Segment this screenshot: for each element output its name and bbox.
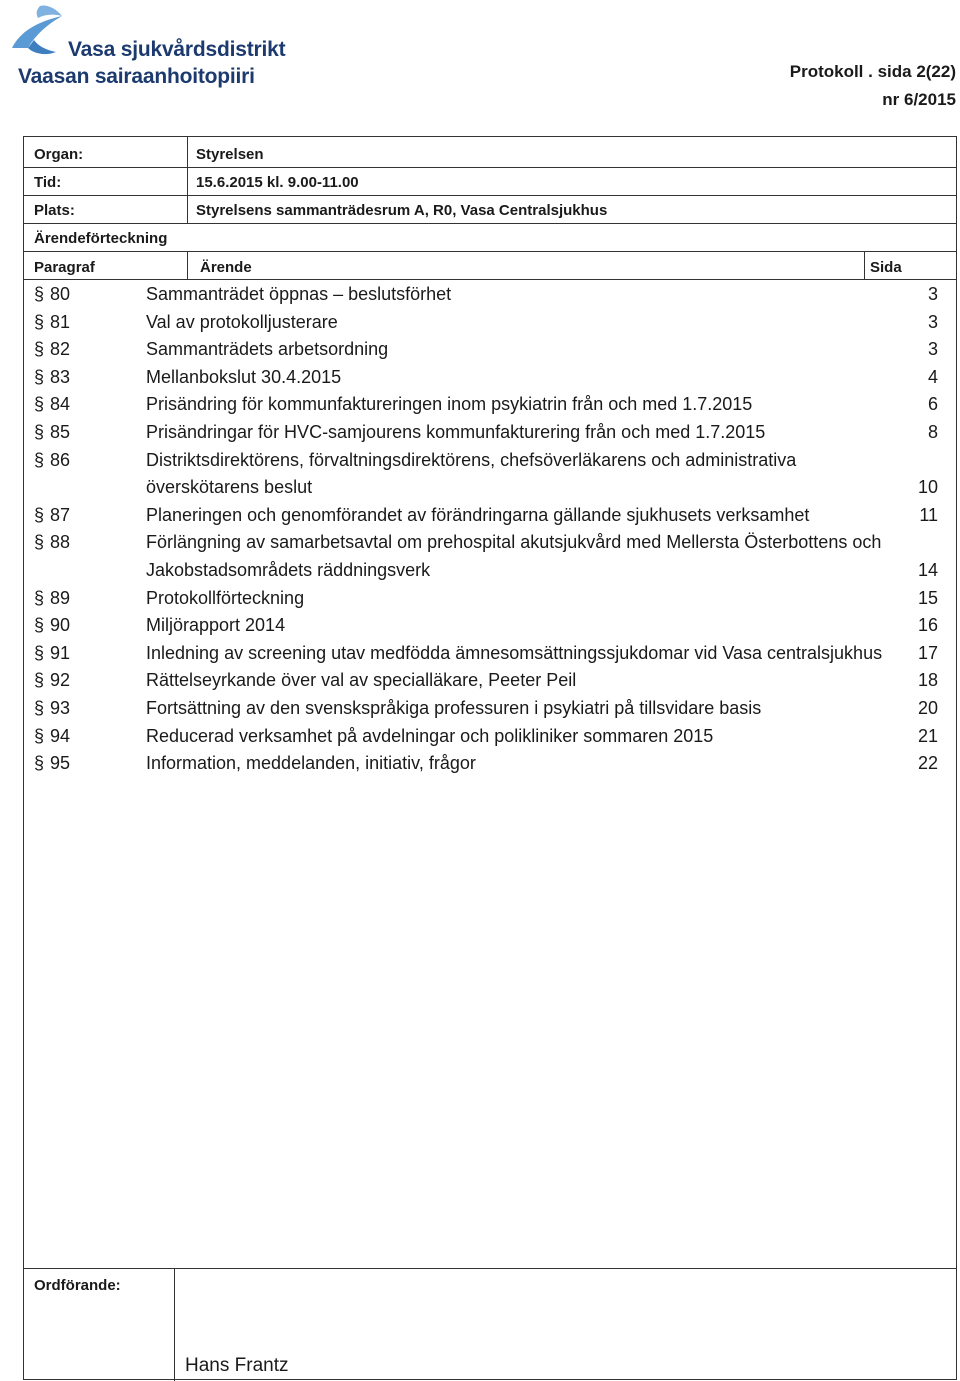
section-sign-icon: § <box>34 339 45 360</box>
bird-logo-icon <box>6 2 76 62</box>
section-sign-icon: § <box>34 311 45 332</box>
signature-divider <box>174 1269 175 1381</box>
agenda-item <box>24 336 956 364</box>
agenda-item-title: Planeringen och genomförandet av förändringarna gällande sjukhusets verksamhet <box>146 504 810 525</box>
agenda-item <box>24 667 956 695</box>
agenda-item-page: 15 <box>917 587 938 608</box>
paragraph-number: § 83 <box>34 364 70 392</box>
agenda-item-page: 18 <box>917 670 938 691</box>
paragraph-number: § 86 <box>34 447 70 475</box>
section-sign-icon: § <box>34 642 45 663</box>
agenda-item-title: Prisändringar för HVC-samjourens kommunfakturering från och med 1.7.2015 <box>146 421 766 442</box>
agenda-item-title: Sammanträdets arbetsordning <box>146 339 389 360</box>
agenda-item <box>24 612 956 640</box>
agenda-item-title: Distriktsdirektörens, förvaltningsdirektörens, chefsöverläkarens och administrativa överskötarens beslut <box>146 449 797 498</box>
paragraph-number: § 81 <box>34 309 70 337</box>
agenda-item <box>24 447 956 502</box>
paragraph-number: § 84 <box>34 391 70 419</box>
agenda-item <box>24 640 956 668</box>
agenda-list <box>24 281 956 778</box>
section-sign-icon: § <box>34 284 45 304</box>
minutes-frame <box>23 136 957 1380</box>
section-sign-icon: § <box>34 504 45 525</box>
meta-label: Organ: <box>34 146 84 163</box>
section-sign-icon: § <box>34 421 45 442</box>
agenda-item-title: Protokollförteckning <box>146 587 305 608</box>
paragraph-number: § 90 <box>34 612 70 640</box>
organization-name-sv: Vasa sjukvårdsdistrikt <box>68 38 286 61</box>
column-divider <box>187 251 188 279</box>
agenda-item-title: Reducerad verksamhet på avdelningar och polikliniker sommaren 2015 <box>146 725 714 746</box>
column-header-paragraf: Paragraf <box>34 259 95 276</box>
section-sign-icon: § <box>34 532 45 553</box>
section-sign-icon: § <box>34 394 45 415</box>
agenda-item-title: Inledning av screening utav medfödda ämnesomsättningssjukdomar vid Vasa centralsjukhus <box>146 642 883 663</box>
paragraph-number: § 92 <box>34 667 70 695</box>
paragraph-number: § 89 <box>34 585 70 613</box>
document-title: Protokoll . sida 2(22) <box>789 62 956 81</box>
agenda-item-page: 11 <box>919 504 938 525</box>
agenda-item-page: 6 <box>927 394 938 415</box>
section-sign-icon: § <box>34 753 45 774</box>
agenda-item <box>24 695 956 723</box>
section-sign-icon: § <box>34 449 45 470</box>
row-divider <box>24 251 956 252</box>
agenda-heading: Ärendeförteckning <box>34 230 168 247</box>
agenda-item-page: 3 <box>927 339 938 360</box>
agenda-item-page: 3 <box>927 311 938 332</box>
paragraph-number: § 87 <box>34 502 70 530</box>
agenda-item <box>24 391 956 419</box>
agenda-item <box>24 529 956 584</box>
agenda-item-page: 8 <box>927 421 938 442</box>
column-header-sida: Sida <box>870 259 902 276</box>
paragraph-number: § 88 <box>34 529 70 557</box>
agenda-item-page: 4 <box>927 366 938 387</box>
column-header-arende: Ärende <box>200 259 252 276</box>
agenda-item-title: Miljörapport 2014 <box>146 615 286 636</box>
organization-name-fi: Vaasan sairaanhoitopiiri <box>18 65 255 88</box>
agenda-item <box>24 750 956 778</box>
meta-row-organ <box>24 139 956 167</box>
agenda-item <box>24 364 956 392</box>
section-sign-icon: § <box>34 587 45 608</box>
section-sign-icon: § <box>34 615 45 636</box>
paragraph-number: § 80 <box>34 281 70 309</box>
paragraph-number: § 93 <box>34 695 70 723</box>
meta-value: Styrelsens sammanträdesrum A, R0, Vasa Centralsjukhus <box>196 202 608 219</box>
agenda-item-title: Sammanträdet öppnas – beslutsförhet <box>146 284 452 304</box>
paragraph-number: § 85 <box>34 419 70 447</box>
meta-label: Tid: <box>34 174 62 191</box>
agenda-item-page: 16 <box>917 615 938 636</box>
agenda-item-title: Fortsättning av den svenskspråkiga professuren i psykiatri på tillsvidare basis <box>146 697 762 718</box>
agenda-item-page: 10 <box>917 477 938 498</box>
signature-label: Ordförande: <box>34 1277 121 1294</box>
section-sign-icon: § <box>34 670 45 691</box>
section-sign-icon: § <box>34 697 45 718</box>
agenda-item <box>24 502 956 530</box>
agenda-item-page: 21 <box>917 725 938 746</box>
column-divider <box>864 251 865 279</box>
signature-name: Hans Frantz <box>185 1355 289 1376</box>
agenda-item-page: 17 <box>917 642 938 663</box>
agenda-item-title: Förlängning av samarbetsavtal om prehospital akutsjukvård med Mellersta Österbottens och Jakobstadsområdets räddningsverk <box>146 532 882 580</box>
agenda-item-page: 3 <box>927 284 938 304</box>
agenda-item <box>24 309 956 337</box>
agenda-item-page: 20 <box>917 697 938 718</box>
row-divider <box>24 279 956 280</box>
agenda-item <box>24 585 956 613</box>
agenda-item-title: Information, meddelanden, initiativ, frågor <box>146 753 476 774</box>
agenda-item <box>24 723 956 751</box>
agenda-item-title: Prisändring för kommunfaktureringen inom psykiatrin från och med 1.7.2015 <box>146 394 753 415</box>
agenda-heading-row <box>24 223 956 251</box>
agenda-item <box>24 281 956 309</box>
paragraph-number: § 95 <box>34 750 70 778</box>
agenda-item-page: 22 <box>917 753 938 774</box>
meta-row-place <box>24 195 956 223</box>
agenda-item <box>24 419 956 447</box>
signature-section <box>24 1268 956 1381</box>
agenda-item-title: Val av protokolljusterare <box>146 311 338 332</box>
meta-column-divider <box>187 137 188 223</box>
meta-value: Styrelsen <box>196 146 264 163</box>
meta-row-time <box>24 167 956 195</box>
meta-label: Plats: <box>34 202 75 219</box>
paragraph-number: § 82 <box>34 336 70 364</box>
section-sign-icon: § <box>34 725 45 746</box>
meta-value: 15.6.2015 kl. 9.00-11.00 <box>196 174 359 191</box>
document-number: nr 6/2015 <box>882 90 956 109</box>
organization-logo <box>6 2 296 92</box>
agenda-item-title: Rättelseyrkande över val av specialläkare, Peeter Peil <box>146 670 577 691</box>
document-header <box>790 58 956 114</box>
agenda-item-page: 14 <box>917 559 938 580</box>
agenda-item-title: Mellanbokslut 30.4.2015 <box>146 366 342 387</box>
paragraph-number: § 94 <box>34 723 70 751</box>
section-sign-icon: § <box>34 366 45 387</box>
paragraph-number: § 91 <box>34 640 70 668</box>
